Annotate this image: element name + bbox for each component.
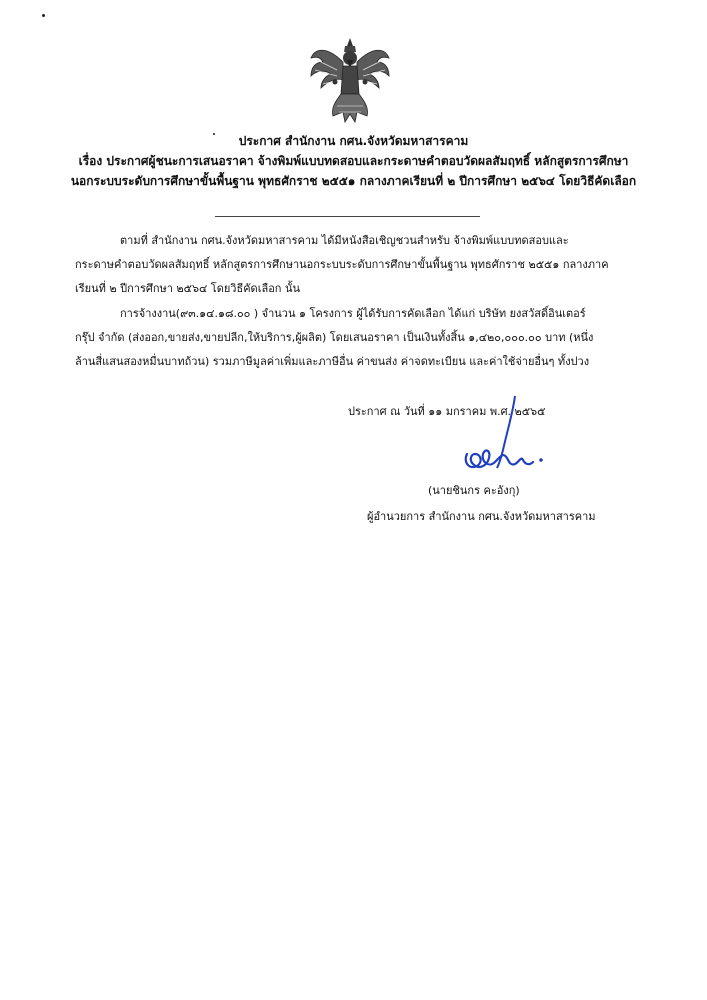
paragraph-1-line-2: กระดาษคำตอบวัดผลสัมฤทธิ์ หลักสูตรการศึกษานอกระบบระดับการศึกษาขั้นพื้นฐาน พุทธศักราช ๒๕๕๑ กลางภาค — [75, 258, 609, 271]
paragraph-1-line-1: ตามที่ สำนักงาน กศน.จังหวัดมหาสารคาม ได้มีหนังสือเชิญชวนสำหรับ จ้างพิมพ์แบบทดสอบและ — [120, 234, 569, 247]
subject-line-1: เรื่อง ประกาศผู้ชนะการเสนอราคา จ้างพิมพ์แบบทดสอบและกระดาษคำตอบวัดผลสัมฤทธิ์ หลักสูตรการศึกษา — [78, 154, 629, 168]
handwritten-signature — [455, 392, 555, 482]
subject-line-2: นอกระบบระดับการศึกษาขั้นพื้นฐาน พุทธศักราช ๒๕๕๑ กลางภาคเรียนที่ ๒ ปีการศึกษา ๒๕๖๔ โดยวิธีคัดเลือก — [70, 174, 637, 188]
scan-speck — [42, 14, 45, 17]
garuda-emblem-icon — [307, 36, 393, 124]
divider-line — [215, 216, 480, 217]
paragraph-2-line-3: ล้านสี่แสนสองหมื่นบาทถ้วน) รวมภาษีมูลค่าเพิ่มและภาษีอื่น ค่าขนส่ง ค่าจดทะเบียน และค่าใช้จ่ายอื่นๆ ทั้งปวง — [75, 355, 590, 368]
signer-name: (นายชินกร คะอังกุ) — [428, 484, 520, 497]
paragraph-2-line-1: การจ้างงาน(๙๓.๑๔.๑๘.๐๐ ) จำนวน ๑ โครงการ ผู้ได้รับการคัดเลือก ได้แก่ บริษัท ยงสวัสดิ์อินเตอร์ — [120, 307, 586, 320]
signer-title: ผู้อำนวยการ สำนักงาน กศน.จังหวัดมหาสารคาม — [367, 510, 596, 523]
paragraph-1-line-3: เรียนที่ ๒ ปีการศึกษา ๒๕๖๔ โดยวิธีคัดเลือก นั้น — [75, 282, 300, 295]
paragraph-2-line-2: กรุ๊ป จำกัด (ส่งออก,ขายส่ง,ขายปลีก,ให้บริการ,ผู้ผลิต) โดยเสนอราคา เป็นเงินทั้งสิ้น ๑,๔๒๐,๐๐๐.๐๐ บาท (หนึ่ง — [75, 331, 594, 344]
announcement-date: ประกาศ ณ วันที่ ๑๑ มกราคม พ.ศ. ๒๕๖๕ — [348, 405, 546, 418]
announcement-title: ประกาศ สำนักงาน กศน.จังหวัดมหาสารคาม — [238, 134, 469, 148]
